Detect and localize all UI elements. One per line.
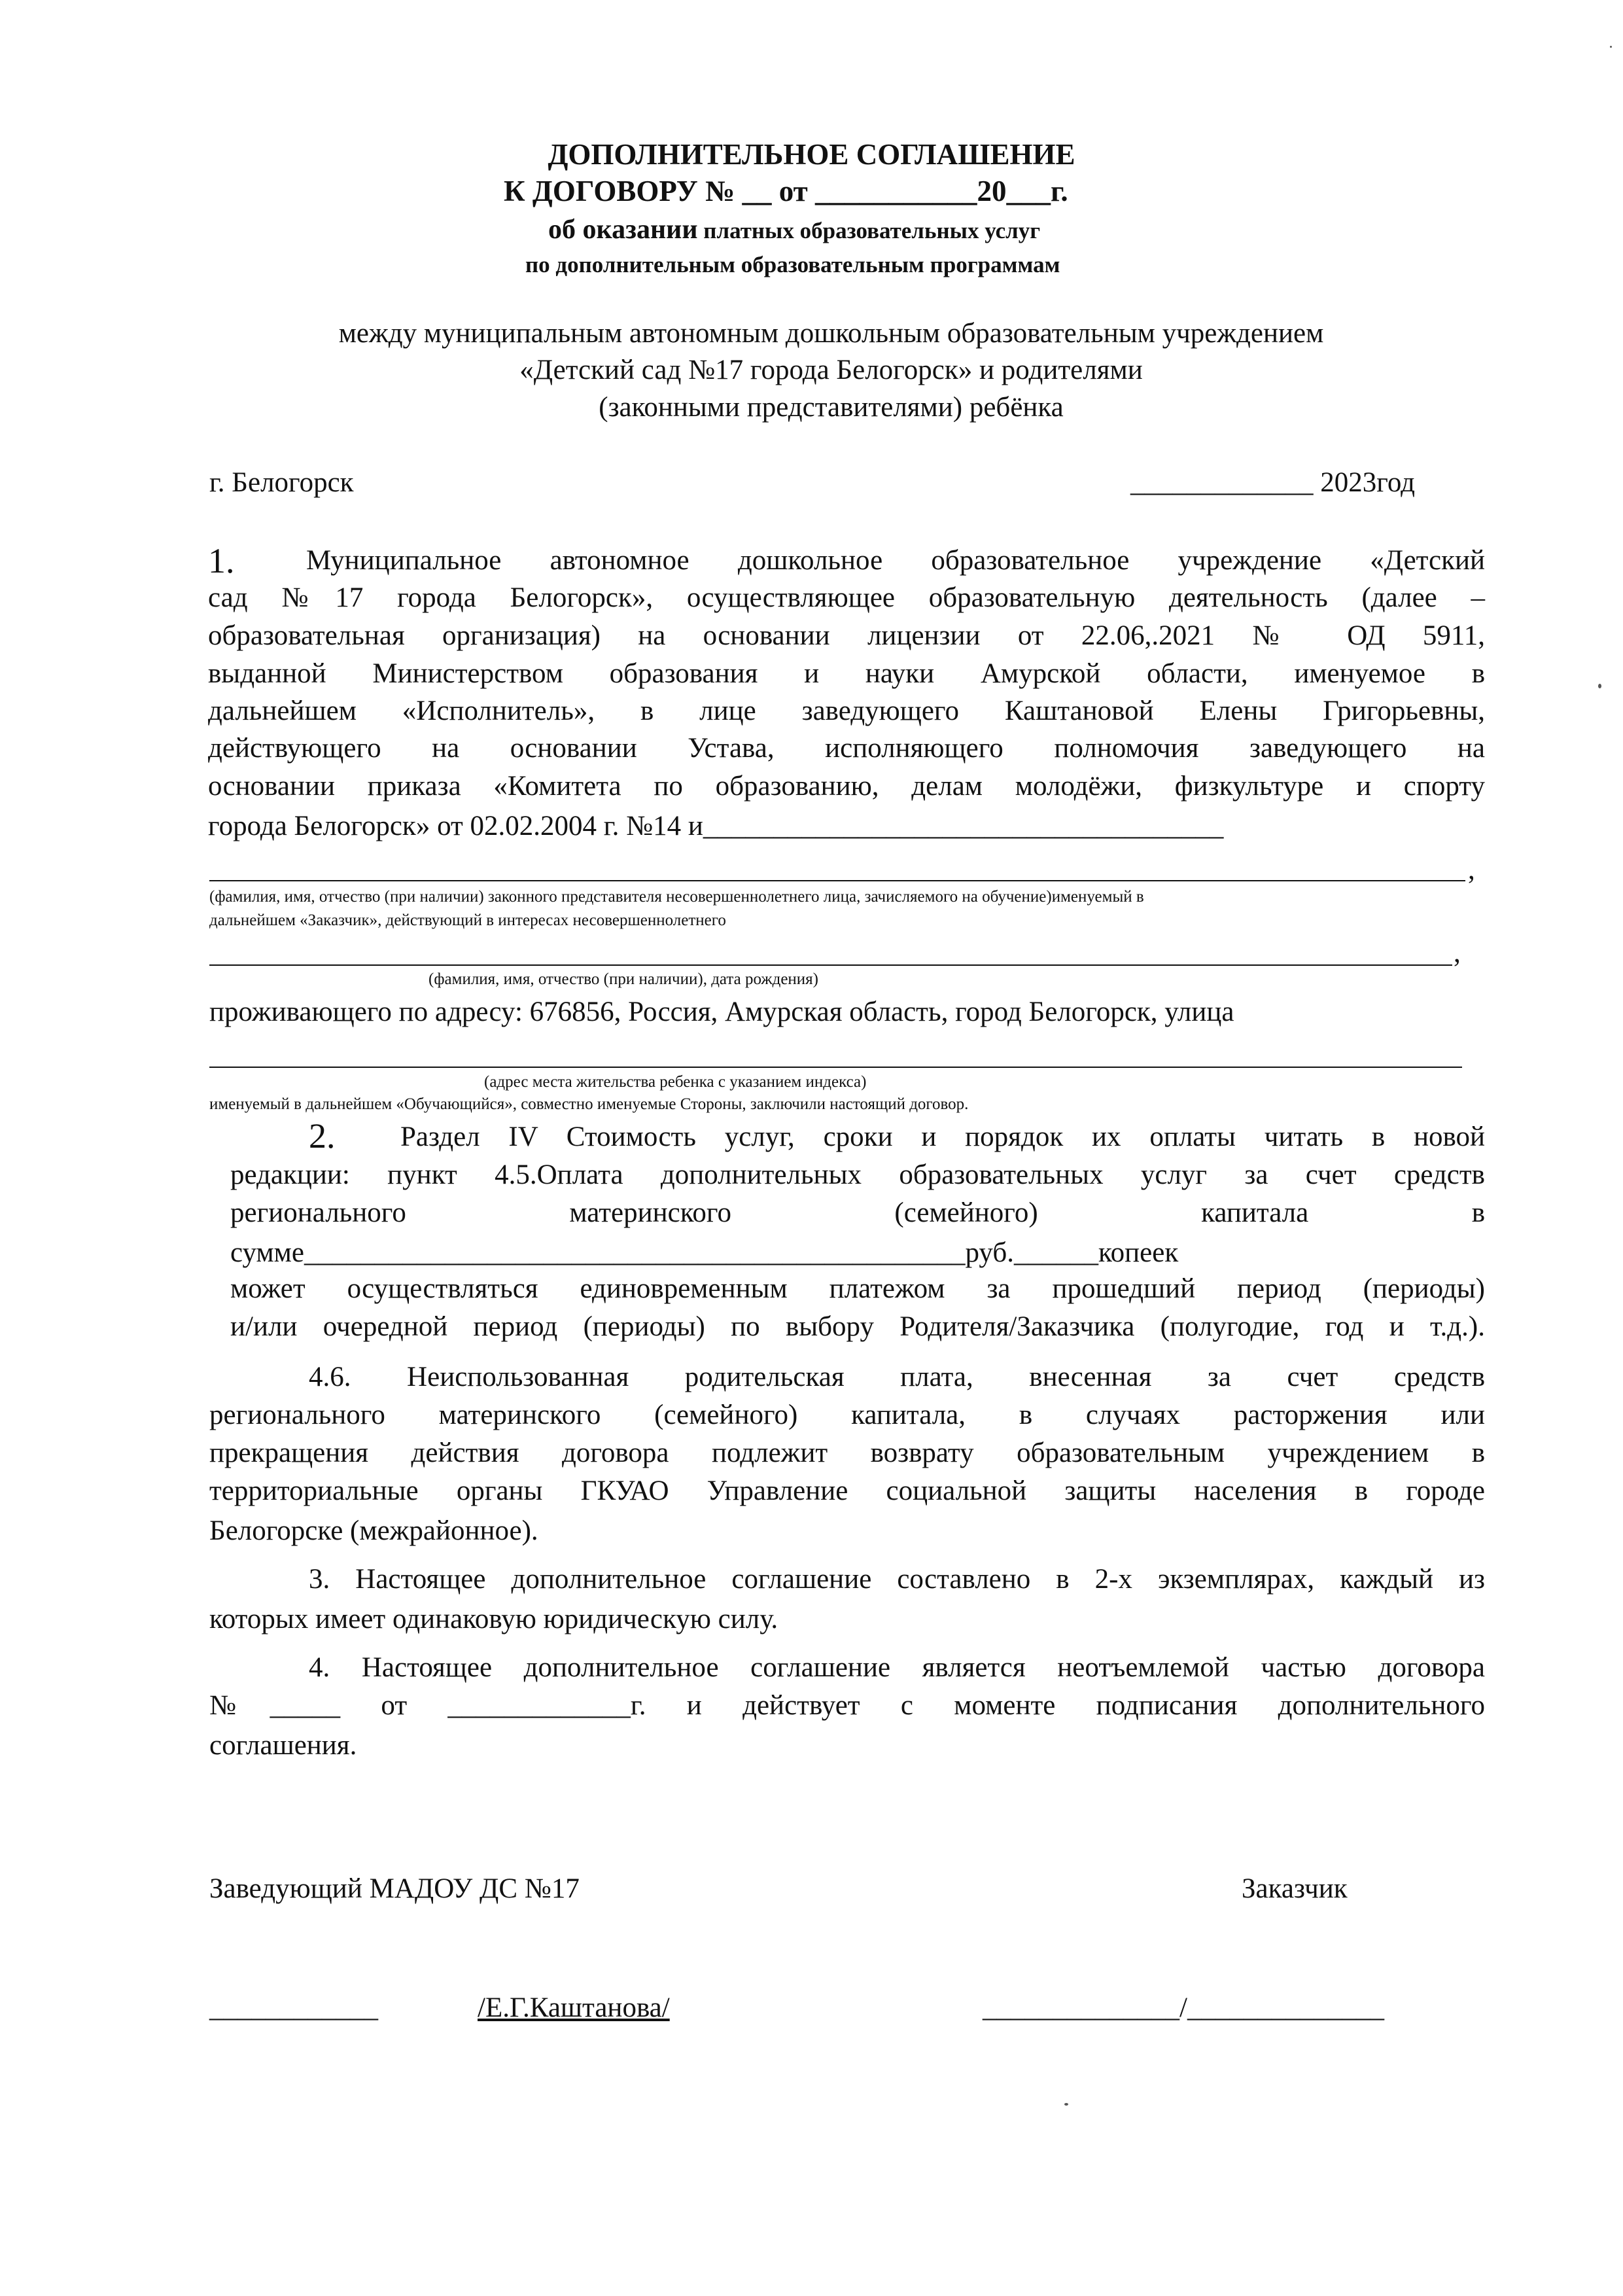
- section-1-line: дальнейшем «Исполнитель», в лице заведующего Каштановой Елены Григорьевны,: [208, 696, 1485, 726]
- section-2-line: Раздел IV Стоимость услуг, сроки и порядок их оплаты читать в новой: [400, 1122, 1485, 1152]
- clause-4-6-line: территориальные органы ГКУАО Управление социальной защиты населения в городе: [209, 1475, 1485, 1506]
- scan-speck: [1610, 46, 1612, 48]
- blank-line-child: [209, 964, 1452, 966]
- section-1-number: 1.: [208, 541, 235, 580]
- city: г. Белогорск: [209, 467, 354, 498]
- section-1-line: Муниципальное автономное дошкольное образовательное учреждение «Детский: [306, 545, 1485, 576]
- section-3-line: 3. Настоящее дополнительное соглашение составлено в 2-х экземплярах, каждый из: [309, 1564, 1485, 1595]
- clause-4-6-line: регионального материнского (семейного) капитала, в случаях расторжения или: [209, 1400, 1485, 1430]
- parties-line-1: между муниципальным автономным дошкольным образовательным учреждением: [338, 318, 1324, 349]
- subtitle-lead: об оказании: [548, 215, 698, 245]
- section-2-line: может осуществляться единовременным платежом за прошедший период (периоды): [230, 1273, 1485, 1304]
- agreement-date: _____________ 2023год: [1130, 467, 1415, 498]
- comma: ,: [1468, 855, 1475, 885]
- signature-left-blank: ____________: [209, 1992, 378, 2023]
- blank-line-address: [209, 1067, 1462, 1068]
- scan-speck: [1064, 2103, 1068, 2106]
- section-1-line: действующего на основании Устава, исполняющего полномочия заведующего на: [208, 733, 1485, 764]
- signature-right-title: Заказчик: [1242, 1873, 1348, 1904]
- section-1-line: основании приказа «Комитета по образованию, делам молодёжи, физкультуре и спорту: [208, 771, 1485, 802]
- subtitle-rest: платных образовательных услуг: [697, 218, 1041, 243]
- section-1-line: выданной Министерством образования и науки Амурской области, именуемое в: [208, 658, 1485, 689]
- doc-subtitle-2: по дополнительным образовательным программам: [525, 252, 1060, 277]
- section-1-line: образовательная организация) на основании лицензии от 22.06,.2021 № ОД 5911,: [208, 620, 1485, 651]
- section-2-line: регионального материнского (семейного) капитала в: [230, 1197, 1485, 1228]
- parties-line-3: (законными представителями) ребёнка: [599, 392, 1064, 423]
- signature-left-title: Заведующий МАДОУ ДС №17: [209, 1873, 580, 1904]
- doc-subtitle: [548, 214, 1040, 245]
- signature-right-line: ______________/______________: [983, 1992, 1384, 2023]
- section-2-line: редакции: пункт 4.5.Оплата дополнительных образовательных услуг за счет средств: [230, 1159, 1485, 1190]
- blank-line-parent: [209, 880, 1465, 881]
- section-1-line: города Белогорск» от 02.02.2004 г. №14 и_____________________________________: [208, 811, 1224, 841]
- doc-title: ДОПОЛНИТЕЛЬНОЕ СОГЛАШЕНИЕ: [548, 138, 1075, 171]
- scan-speck: [1598, 684, 1601, 688]
- parties-line-2: «Детский сад №17 города Белогорск» и родителями: [519, 355, 1143, 385]
- section-1-line: сад №17 города Белогорск», осуществляющее образовательную деятельность (далее –: [208, 582, 1485, 613]
- clause-4-6-line: 4.6. Неиспользованная родительская плата, внесенная за счет средств: [309, 1362, 1485, 1392]
- section-2-number: 2.: [309, 1116, 336, 1156]
- signature-left-name: /Е.Г.Каштанова/: [478, 1992, 670, 2023]
- contract-ref: К ДОГОВОРУ № __ от ___________20___г.: [504, 175, 1068, 207]
- address-line: проживающего по адресу: 676856, Россия, Амурская область, город Белогорск, улица: [209, 997, 1234, 1027]
- caption-customer: дальнейшем «Заказчик», действующий в интересах несовершеннолетнего: [209, 911, 726, 929]
- clause-4-6-line: Белогорске (межрайонное).: [209, 1515, 538, 1546]
- comma: ,: [1454, 938, 1461, 968]
- clause-4-6-line: прекращения действия договора подлежит возврату образовательным учреждением в: [209, 1438, 1485, 1468]
- caption-address: (адрес места жительства ребенка с указанием индекса): [484, 1073, 867, 1091]
- section-3-line: которых имеет одинаковую юридическую силу.: [209, 1604, 778, 1634]
- caption-student: именуемый в дальнейшем «Обучающийся», совместно именуемые Стороны, заключили настоящий договор.: [209, 1095, 969, 1113]
- section-2-line: и/или очередной период (периоды) по выбору Родителя/Заказчика (полугодие, год и т.д.).: [230, 1311, 1485, 1342]
- caption-parent-name: (фамилия, имя, отчество (при наличии) законного представителя несовершеннолетнего лица, зачисляемого на обучение)именуемый в: [209, 888, 1144, 906]
- section-4-line: 4. Настоящее дополнительное соглашение является неотъемлемой частью договора: [309, 1652, 1485, 1683]
- section-4-line: соглашения.: [209, 1730, 357, 1761]
- section-2-line: сумме_______________________________________________руб.______копеек: [230, 1237, 1179, 1268]
- caption-child-name: (фамилия, имя, отчество (при наличии), дата рождения): [428, 970, 818, 988]
- section-4-line: №_____ от _____________г. и действует с моменте подписания дополнительного: [209, 1690, 1485, 1721]
